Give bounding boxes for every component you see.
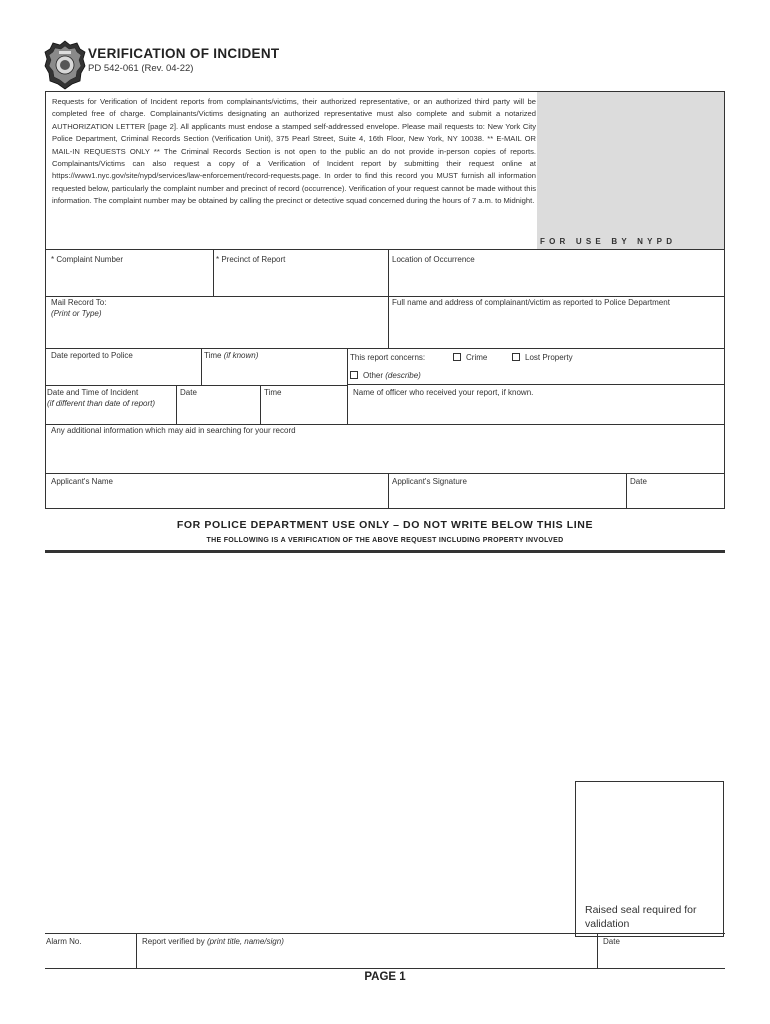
row-divider — [45, 385, 347, 386]
form-title: VERIFICATION OF INCIDENT — [88, 46, 280, 61]
col-divider — [388, 473, 389, 509]
date-time-incident-label: Date and Time of Incident — [47, 388, 139, 397]
lost-property-label: Lost Property — [525, 353, 573, 362]
row-divider — [45, 296, 725, 297]
applicant-signature-field[interactable]: Applicant's Signature — [392, 477, 467, 486]
col-divider — [213, 249, 214, 296]
applicant-date-field[interactable]: Date — [630, 477, 647, 486]
col-divider — [388, 249, 389, 348]
section-divider — [45, 550, 725, 553]
row-divider — [45, 249, 725, 250]
if-different-note: (if different than date of report) — [47, 399, 156, 408]
police-use-heading: FOR POLICE DEPARTMENT USE ONLY – DO NOT WRITE BELOW THIS LINE — [176, 519, 594, 531]
report-concerns-label: This report concerns: — [350, 353, 426, 362]
crime-checkbox[interactable] — [453, 353, 461, 361]
row-divider — [45, 933, 725, 934]
print-or-type-note: (Print or Type) — [51, 309, 102, 318]
complainant-name-address-field[interactable]: Full name and address of complainant/victim as reported to Police Department — [392, 298, 670, 307]
complaint-number-field[interactable]: * Complaint Number — [51, 255, 124, 264]
row-divider — [347, 384, 725, 385]
report-verified-by-field[interactable]: Report verified by (print title, name/sign) — [142, 937, 284, 946]
location-of-occurrence-field[interactable]: Location of Occurrence — [392, 255, 475, 264]
col-divider — [260, 385, 261, 424]
alarm-no-field[interactable]: Alarm No. — [46, 937, 82, 946]
applicant-name-field[interactable]: Applicant's Name — [51, 477, 113, 486]
other-checkbox[interactable] — [350, 371, 358, 379]
date-reported-field[interactable]: Date reported to Police — [51, 351, 133, 360]
lost-property-checkbox[interactable] — [512, 353, 520, 361]
incident-time-field[interactable]: Time — [264, 388, 282, 397]
nypd-use-label: FOR USE BY NYPD — [540, 237, 677, 246]
instructions-text: Requests for Verification of Incident reports from complainants/victims, their authorized representative, or an authorized third party will be completed free of charge. Complainants/Victims designating an authorized representative must also complete and submit a notarized AUTHORIZATION LETTER [page 2]. All applicants must endose a stamped self-addressed envelope. Please mail requests to: New York City Police Department, Criminal Records Section (Verification Unit), 375 Pearl Street, Suite 4, 16th Floor, New York, NY 10038. ** E-MAIL OR MAIL-IN REQUESTS ONLY ** The Criminal Records Section is not open to the public an do not provide in-person copies of reports. Complainants/Victims can also request a copy of a Verification of Incident report by submitting their request online at https://www1.nyc.gov/site/nypd/services/law-enforcement/record-requests.page. In order to find this record you MUST furnish all information requested below, particularly the complaint number and precinct of record (occurrence). Verification of your request cannot be made without this information. The complaint number may be obtained by calling the precinct or detective squad concerned during the hours of 7 a.m. to Midnight. — [52, 97, 536, 206]
verification-subheading: THE FOLLOWING IS A VERIFICATION OF THE ABOVE REQUEST INCLUDING PROPERTY INVOLVED — [206, 537, 564, 544]
nypd-use-box — [537, 92, 724, 249]
col-divider — [136, 933, 137, 968]
col-divider — [347, 348, 348, 424]
form-number: PD 542-061 (Rev. 04-22) — [88, 63, 194, 74]
crime-label: Crime — [466, 353, 488, 362]
row-divider — [45, 424, 725, 425]
col-divider — [626, 473, 627, 509]
row-divider — [45, 968, 725, 969]
other-label: Other (describe) — [363, 371, 421, 380]
col-divider — [176, 385, 177, 424]
officer-name-field[interactable]: Name of officer who received your report, if known. — [353, 388, 534, 397]
time-reported-field[interactable]: Time (if known) — [204, 351, 259, 360]
col-divider — [201, 348, 202, 385]
page-number: PAGE 1 — [364, 971, 406, 983]
incident-date-field[interactable]: Date — [180, 388, 197, 397]
additional-info-field[interactable]: Any additional information which may aid in searching for your record — [51, 426, 296, 435]
precinct-of-report-field[interactable]: * Precinct of Report — [216, 255, 286, 264]
mail-record-to-field[interactable]: Mail Record To: — [51, 298, 107, 307]
verification-date-field[interactable]: Date — [603, 937, 620, 946]
col-divider — [597, 933, 598, 968]
nypd-badge-icon — [44, 40, 86, 90]
row-divider — [45, 348, 725, 349]
seal-note: Raised seal required for validation — [585, 904, 697, 930]
row-divider — [45, 473, 725, 474]
